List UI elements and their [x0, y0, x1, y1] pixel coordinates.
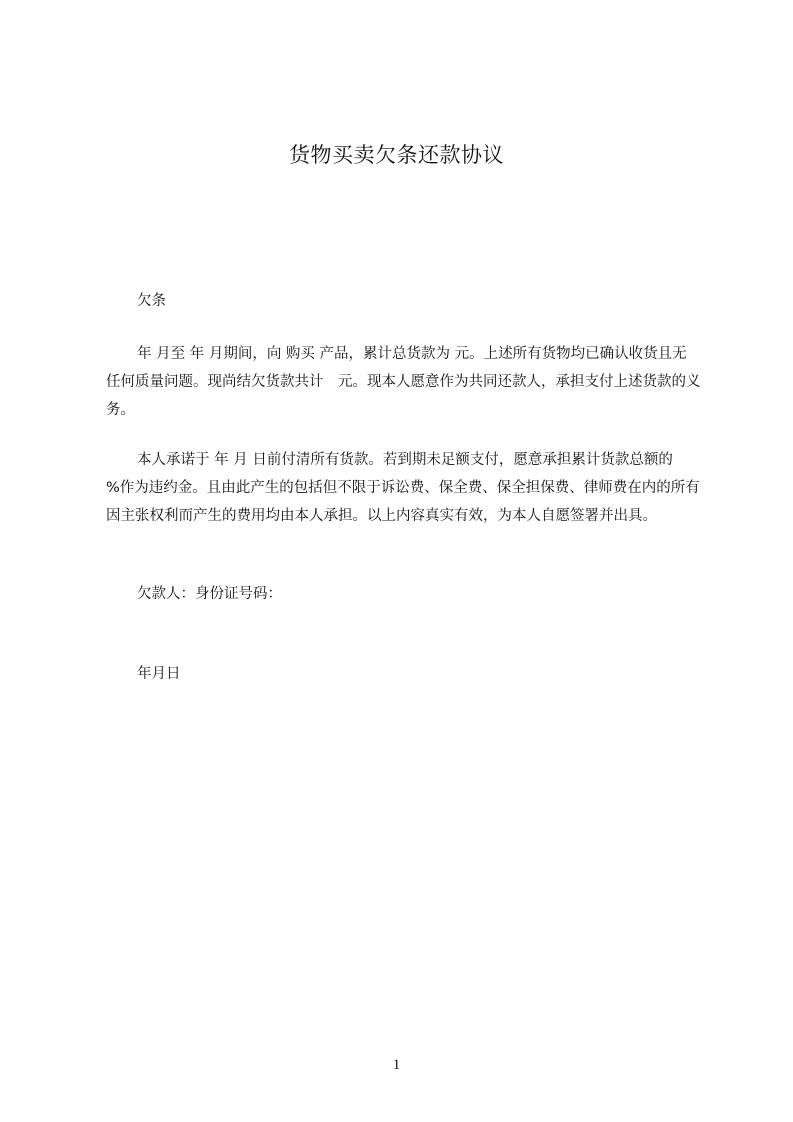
debtor-signature-line: 欠款人：身份证号码： — [137, 586, 282, 602]
paragraph-repayment-promise: 本人承诺于 年 月 日前付清所有货款。若到期未足额支付，愿意承担累计货款总额的 %作为违约金。且由此产生的包括但不限于诉讼费、保全费、保全担保费、律师费在内的所有因主张权利而产生的费用均由本人承担。以上内容真实有效，为本人自愿签署并出具。 — [106, 452, 700, 524]
document-title: 货物买卖欠条还款协议 — [289, 143, 504, 167]
section-heading: 欠条 — [137, 293, 166, 309]
page-number: 1 — [392, 1057, 401, 1073]
paragraph-purchase-details: 年 月至 年 月期间，向 购买 产品，累计总货款为 元。上述所有货物均已确认收货且无任何质量问题。现尚结欠货款共计 元。现本人愿意作为共同还款人，承担支付上述货款的义务。 — [106, 346, 701, 418]
date-line: 年月日 — [137, 666, 181, 682]
